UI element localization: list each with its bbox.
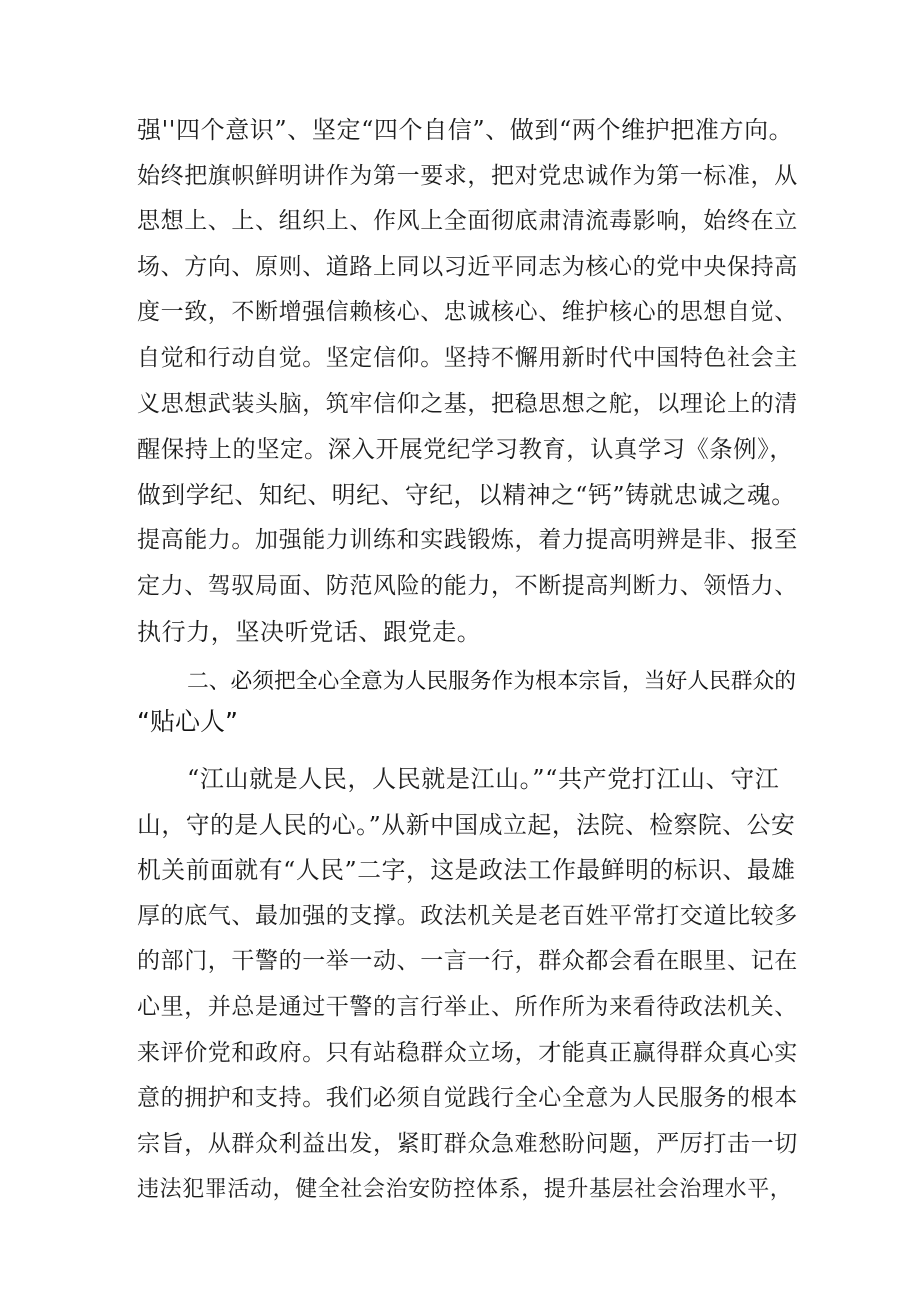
text-line: 做到学纪、知纪、明纪、守纪，以精神之“钙”铸就忠诚之魂。 [137, 480, 796, 509]
text-line: 执行力，坚决听党话、跟党走。 [137, 617, 482, 646]
text-line: 违法犯罪活动，健全社会治安防控体系，提升基层社会治理水平， [137, 1177, 793, 1203]
text-line: 心里，并总是通过干警的言行举止、所作所为来看待政法机关、 [137, 993, 798, 1020]
text-line: 定力、驾驭局面、防范风险的能力，不断提高判断力、领悟力、 [137, 572, 798, 599]
text-line: 场、方向、原则、道路上同以习近平同志为核心的党中央保持高 [137, 253, 798, 280]
text-line: 提高能力。加强能力训练和实践锻炼，着力提高明辨是非、报至 [137, 527, 798, 554]
text-line: 山，守的是人民的心。”从新中国成立起，法院、检察院、公安 [137, 810, 796, 839]
paragraph-1 [137, 108, 799, 655]
text-line: 意的拥护和支持。我们必须自觉践行全心全意为人民服务的根本 [137, 1085, 798, 1112]
heading-line: 二、必须把全心全意为人民服务作为根本宗旨，当好人民群众的 [187, 669, 796, 694]
text-line: 醒保持上的坚定。深入开展党纪学习教育，认真学习《条例》， [137, 436, 794, 464]
text-line: 始终把旗帜鲜明讲作为第一要求，把对党忠诚作为第一标准，从 [137, 162, 798, 189]
text-line: 度一致，不断增强信赖核心、忠诚核心、维护核心的思想自觉、 [137, 299, 798, 326]
text-line: 思想上、上、组织上、作风上全面彻底肃清流毒影响，始终在立 [137, 208, 798, 235]
section-heading-2 [137, 662, 799, 742]
text-line: 的部门，干警的一举一动、一言一行，群众都会看在眼里、记在 [137, 948, 798, 975]
text-line: 机关前面就有“人民”二字，这是政法工作最鲜明的标识、最雄 [137, 856, 796, 885]
heading-line: “贴心人” [137, 707, 238, 736]
text-line: 厚的底气、最加强的支撑。政法机关是老百姓平常打交道比较多 [137, 902, 798, 929]
text-line: 来评价党和政府。只有站稳群众立场，才能真正赢得群众真心实 [137, 1039, 798, 1066]
text-line: 自觉和行动自觉。坚定信仰。坚持不懈用新时代中国特色社会主 [137, 344, 798, 371]
text-line: 义思想武装头脑，筑牢信仰之基，把稳思想之舵，以理论上的清 [137, 390, 798, 417]
text-line: “江山就是人民，人民就是江山。”“共产党打江山、守江 [187, 765, 780, 793]
text-line: 强''四个意识”、坚定“四个自信”、做到“两个维护把准方向。 [137, 116, 794, 144]
paragraph-2 [137, 757, 799, 1213]
text-line: 宗旨，从群众利益出发，紧盯群众急难愁盼问题，严厉打击一切 [137, 1130, 798, 1157]
